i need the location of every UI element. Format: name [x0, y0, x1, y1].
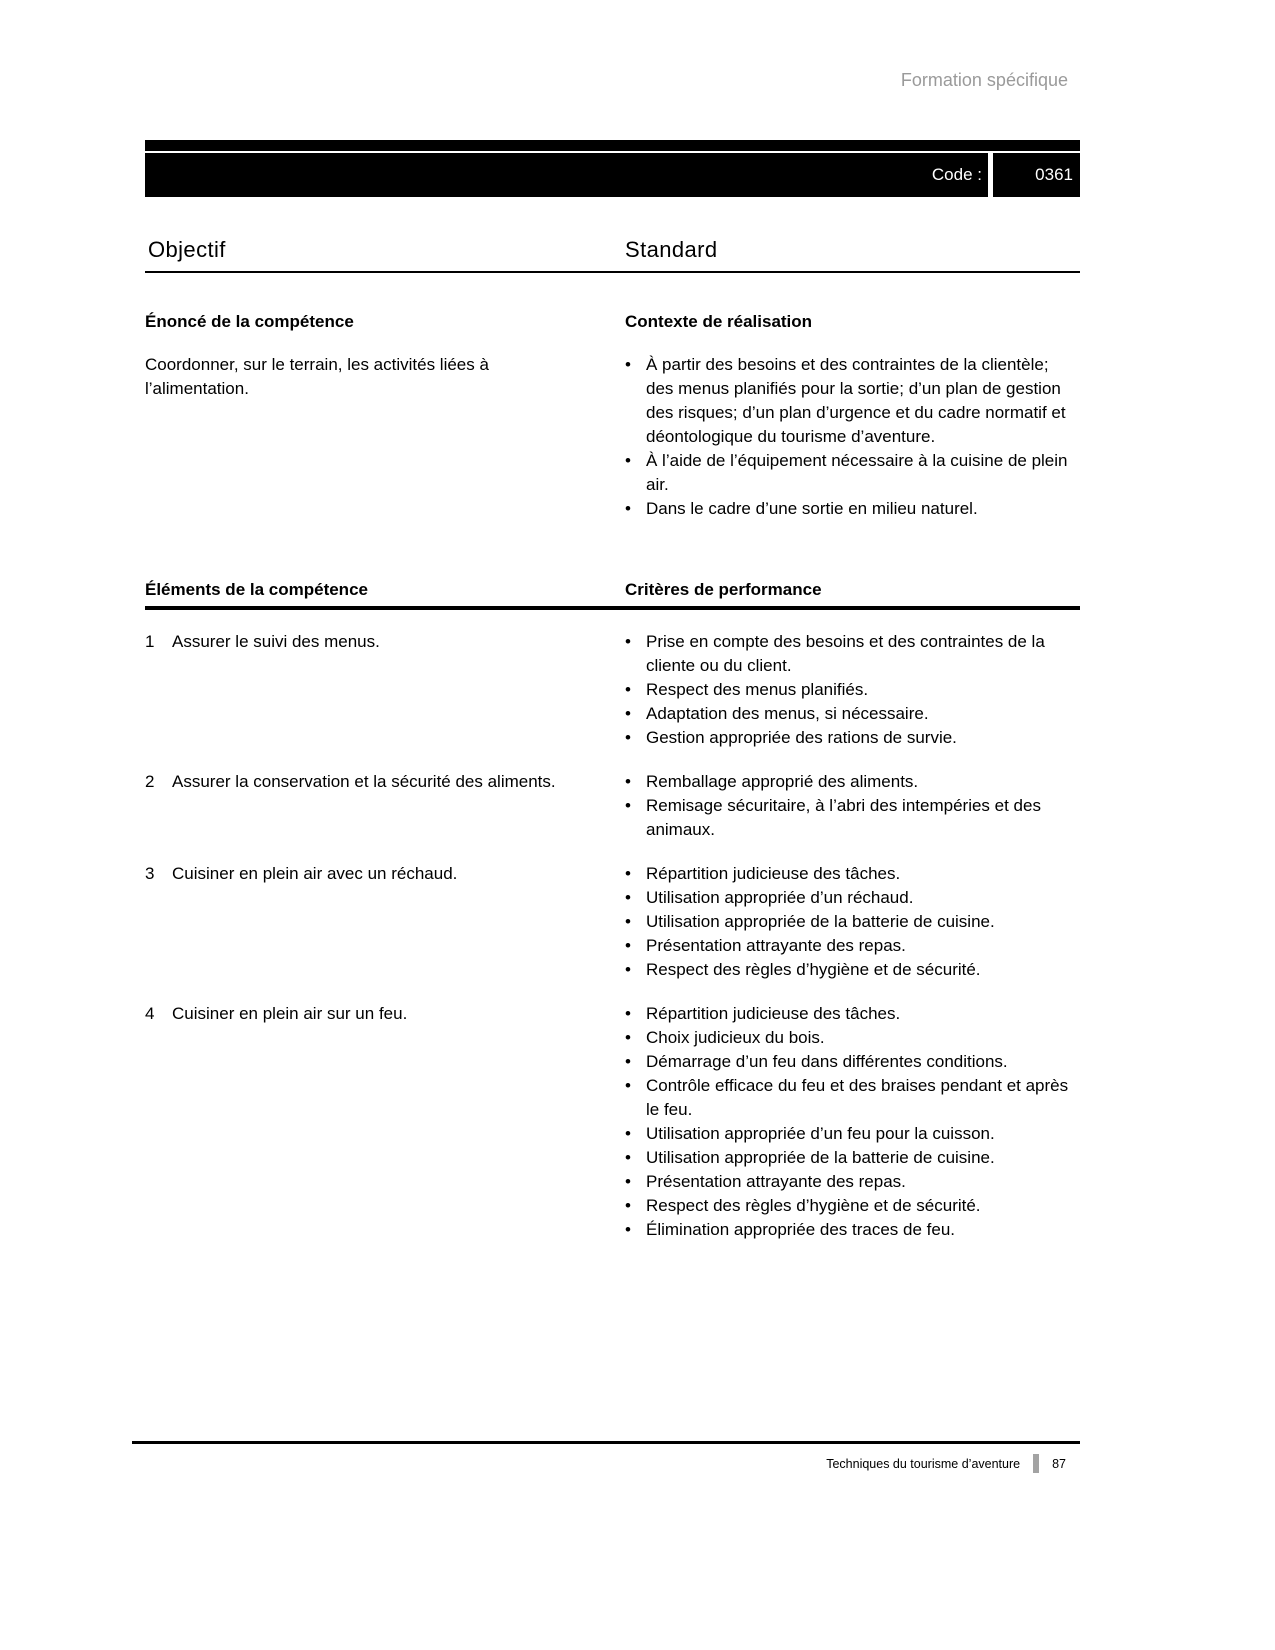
bullet-icon: •	[625, 1004, 631, 1023]
bullet-icon: •	[625, 772, 631, 791]
criteria-cell	[625, 630, 1080, 750]
criteres-title-cell	[625, 578, 1080, 602]
bullet-icon: •	[625, 936, 631, 955]
bullet-item	[625, 1122, 1080, 1146]
bullet-icon: •	[625, 864, 631, 883]
footer-divider-bar	[1033, 1454, 1039, 1473]
criteria-cell	[625, 770, 1080, 842]
element-cell	[145, 630, 625, 654]
bullet-item	[625, 1050, 1080, 1074]
bullet-icon: •	[625, 1172, 631, 1191]
bullet-text: Présentation attrayante des repas.	[646, 936, 906, 955]
bullet-icon: •	[625, 451, 631, 470]
bullet-text: Respect des règles d’hygiène et de sécurité.	[646, 1196, 981, 1215]
bullet-text: Contrôle efficace du feu et des braises pendant et après le feu.	[646, 1076, 1069, 1119]
bullet-text: Adaptation des menus, si nécessaire.	[646, 704, 929, 723]
bullet-item	[625, 770, 1080, 794]
criteria-list	[625, 630, 1080, 750]
bullet-icon: •	[625, 499, 631, 518]
bullet-item	[625, 1218, 1080, 1242]
bullet-item	[625, 910, 1080, 934]
bullet-item	[625, 958, 1080, 982]
bullet-icon: •	[625, 796, 631, 815]
page-footer	[132, 1441, 1080, 1473]
bullet-text: Respect des menus planifiés.	[646, 680, 869, 699]
bullet-text: Prise en compte des besoins et des contraintes de la cliente ou du client.	[646, 632, 1045, 675]
objectif-heading: Objectif	[148, 237, 226, 262]
bullet-icon: •	[625, 1076, 631, 1095]
standard-heading: Standard	[625, 237, 718, 262]
bullet-text: Utilisation appropriée d’un réchaud.	[646, 888, 914, 907]
element-text: Assurer le suivi des menus.	[172, 632, 380, 651]
criteres-title: Critères de performance	[625, 580, 822, 599]
bullet-icon: •	[625, 1148, 631, 1167]
bullet-text: À l’aide de l’équipement nécessaire à la cuisine de plein air.	[646, 451, 1068, 494]
bullet-text: Respect des règles d’hygiène et de sécurité.	[646, 960, 981, 979]
bullet-icon: •	[625, 1028, 631, 1047]
page-number: 87	[1052, 1456, 1066, 1471]
bullet-text: Utilisation appropriée de la batterie de cuisine.	[646, 1148, 995, 1167]
bullet-icon: •	[625, 680, 631, 699]
bullet-icon: •	[625, 728, 631, 747]
bullet-item	[625, 497, 1080, 521]
bullet-text: Élimination appropriée des traces de feu.	[646, 1220, 956, 1239]
competence-row-1	[145, 630, 1080, 750]
contexte-title: Contexte de réalisation	[625, 312, 813, 331]
enonce-block	[145, 310, 625, 401]
bullet-item	[625, 1170, 1080, 1194]
bullet-item	[625, 353, 1080, 449]
bullet-text: À partir des besoins et des contraintes de la clientèle; des menus planifiés pour la sortie; d’un plan de gestion des risques; d’un plan d’urgence et du cadre normatif et déontologique du tourisme d’aventure.	[646, 355, 1066, 446]
bullet-icon: •	[625, 960, 631, 979]
code-bar	[145, 140, 1080, 197]
bullet-icon: •	[625, 355, 631, 374]
bullet-item	[625, 934, 1080, 958]
contexte-block	[625, 310, 1080, 521]
bullet-text: Choix judicieux du bois.	[646, 1028, 825, 1047]
elements-title-cell	[145, 578, 625, 602]
standard-column	[625, 238, 718, 264]
element-number: 2	[145, 772, 155, 791]
bullet-item	[625, 886, 1080, 910]
bullet-icon: •	[625, 1220, 631, 1239]
bullet-item	[625, 862, 1080, 886]
bullet-item	[625, 1074, 1080, 1122]
element-number: 4	[145, 1004, 155, 1023]
bullet-icon: •	[625, 1196, 631, 1215]
bullet-item	[625, 702, 1080, 726]
bullet-item	[625, 630, 1080, 678]
bullet-text: Remisage sécuritaire, à l’abri des intempéries et des animaux.	[646, 796, 1041, 839]
numbered-element	[145, 862, 565, 886]
competence-row-3	[145, 862, 1080, 982]
footer-rule	[132, 1441, 1080, 1444]
competence-rows	[145, 630, 1080, 1262]
enonce-text: Coordonner, sur le terrain, les activités liées à l’alimentation.	[145, 355, 489, 398]
numbered-element	[145, 770, 565, 794]
element-cell	[145, 770, 625, 794]
bullet-text: Utilisation appropriée de la batterie de cuisine.	[646, 912, 995, 931]
bullet-text: Gestion appropriée des rations de survie.	[646, 728, 957, 747]
bullet-text: Répartition judicieuse des tâches.	[646, 864, 901, 883]
contexte-bullet-list	[625, 353, 1080, 521]
bullet-text: Utilisation appropriée d’un feu pour la cuisson.	[646, 1124, 995, 1143]
intro-row	[145, 310, 1080, 521]
criteria-list	[625, 862, 1080, 982]
criteria-cell	[625, 1002, 1080, 1242]
bullet-item	[625, 449, 1080, 497]
criteria-list	[625, 1002, 1080, 1242]
criteria-list	[625, 770, 1080, 842]
numbered-element	[145, 630, 565, 654]
bullet-item	[625, 1002, 1080, 1026]
bullet-item	[625, 678, 1080, 702]
competence-row-2	[145, 770, 1080, 842]
bullet-item	[625, 726, 1080, 750]
bullet-icon: •	[625, 632, 631, 651]
bullet-item	[625, 794, 1080, 842]
bullet-icon: •	[625, 704, 631, 723]
footer-row	[132, 1454, 1080, 1473]
bullet-icon: •	[625, 912, 631, 931]
bullet-item	[625, 1026, 1080, 1050]
objectif-column	[145, 238, 625, 264]
bullet-icon: •	[625, 1124, 631, 1143]
element-text: Cuisiner en plein air avec un réchaud.	[172, 864, 458, 883]
elements-header-row	[145, 578, 1080, 610]
formation-label: Formation spécifique	[900, 70, 1068, 90]
bullet-text: Remballage approprié des aliments.	[646, 772, 919, 791]
elements-title: Éléments de la compétence	[145, 580, 368, 599]
code-label: Code :	[931, 165, 982, 184]
bullet-text: Répartition judicieuse des tâches.	[646, 1004, 901, 1023]
code-value: 0361	[1035, 165, 1073, 184]
bullet-text: Dans le cadre d’une sortie en milieu naturel.	[646, 499, 978, 518]
competence-row-4	[145, 1002, 1080, 1242]
element-cell	[145, 1002, 625, 1026]
element-cell	[145, 862, 625, 886]
bullet-icon: •	[625, 1052, 631, 1071]
bullet-item	[625, 1194, 1080, 1218]
criteria-cell	[625, 862, 1080, 982]
bullet-icon: •	[625, 888, 631, 907]
bullet-item	[625, 1146, 1080, 1170]
numbered-element	[145, 1002, 565, 1026]
bullet-text: Démarrage d’un feu dans différentes conditions.	[646, 1052, 1008, 1071]
section-titles-row	[145, 238, 1080, 273]
element-number: 3	[145, 864, 155, 883]
element-text: Cuisiner en plein air sur un feu.	[172, 1004, 408, 1023]
element-text: Assurer la conservation et la sécurité des aliments.	[172, 772, 556, 791]
enonce-title: Énoncé de la compétence	[145, 312, 354, 331]
bullet-text: Présentation attrayante des repas.	[646, 1172, 906, 1191]
element-number: 1	[145, 632, 155, 651]
footer-title: Techniques du tourisme d’aventure	[826, 1456, 1021, 1471]
